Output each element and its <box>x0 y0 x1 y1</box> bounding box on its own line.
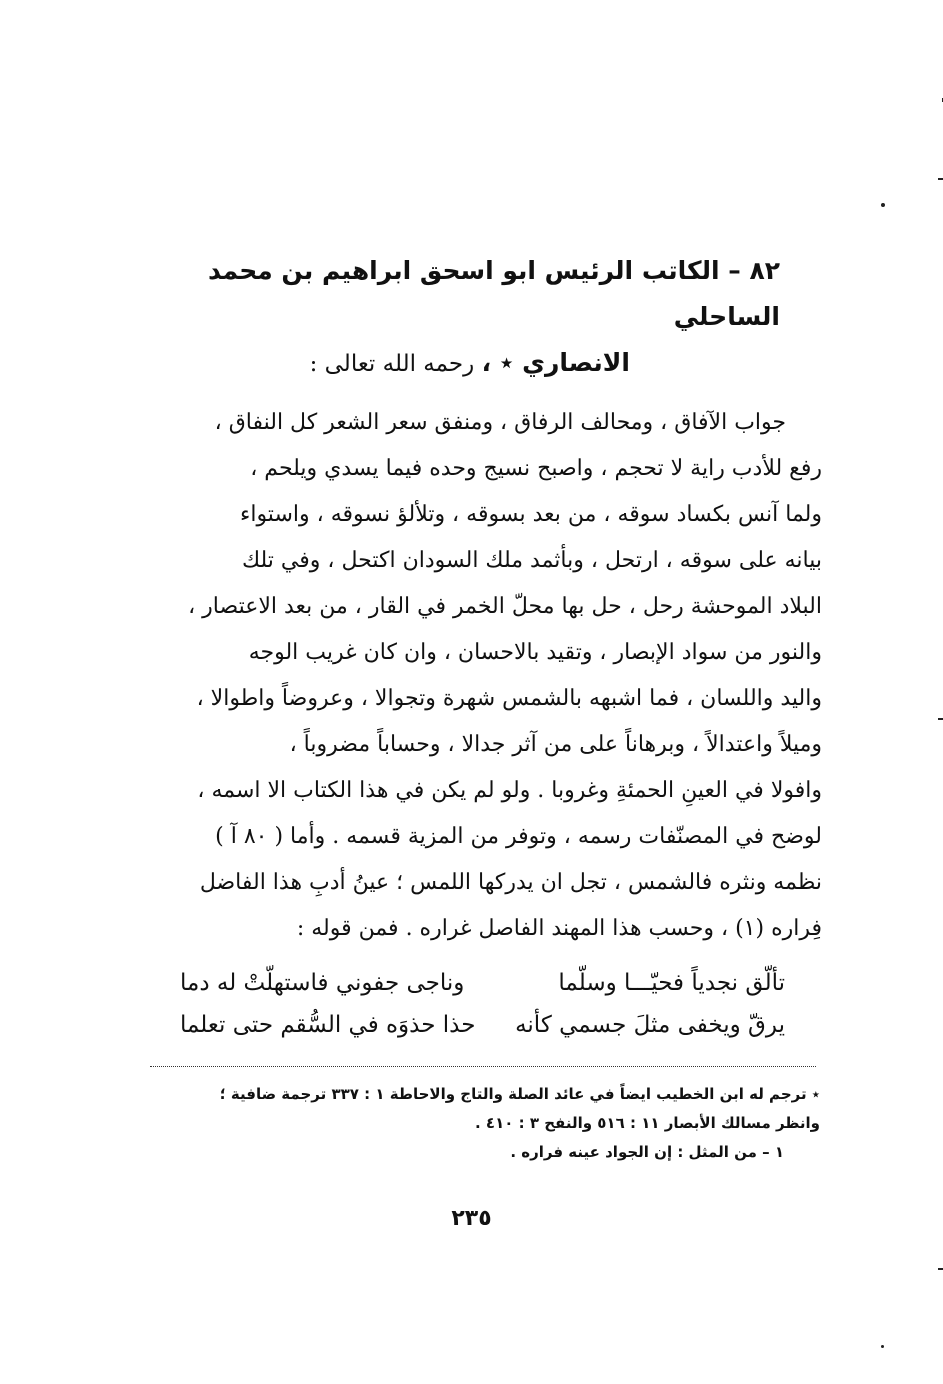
text-line: ولما آنس بكساد سوقه ، من بعد بسوقه ، وتلألؤ نسوقه ، واستواء <box>239 502 822 527</box>
poem-verse <box>180 1004 785 1046</box>
entry-nisba: الانصاري ٭ ، <box>481 348 630 377</box>
entry-invocation: رحمه الله تعالى : <box>309 351 482 377</box>
verse-second-hemistich: وناجى جفوني فاستهلّتْ له دما <box>180 970 465 996</box>
scan-mark <box>881 1345 884 1348</box>
main-text <box>150 400 822 952</box>
footnote-divider <box>150 1066 816 1067</box>
verse-first-hemistich: يرقّ ويخفى مثلَ جسمي كأنه <box>515 1012 785 1038</box>
poem-verse <box>180 962 785 1004</box>
footnote-line: وانظر مسالك الأبصار ١١ : ٥١٦ والنفح ٣ : ٤١٠ . <box>475 1114 820 1132</box>
verse-second-hemistich: حذا حذوَه في السُّقم حتى تعلما <box>180 1012 476 1038</box>
footnote-line: ١ – من المثل : إن الجواد عينه فراره . <box>510 1143 784 1161</box>
text-line: فِراره (١) ، وحسب هذا المهند الفاصل غراره . فمن قوله : <box>296 916 822 941</box>
scan-mark <box>938 1268 943 1270</box>
scan-mark <box>938 718 943 720</box>
entry-title-continued <box>160 340 780 387</box>
entry-title: ٨٢ – الكاتب الرئيس ابو اسحق ابراهيم بن محمد الساحلي <box>208 256 780 331</box>
scan-mark <box>881 203 885 207</box>
poem <box>180 962 785 1046</box>
text-line: والنور من سواد الإبصار ، وتقيد بالاحسان ، وان كان غريب الوجه <box>248 640 822 665</box>
text-line: وميلاً واعتدالاً ، وبرهاناً على من آثر جدالا ، وحساباً مضروباً ، <box>289 732 822 757</box>
scan-mark <box>938 178 943 180</box>
footnotes <box>150 1080 820 1167</box>
text-line: رفع للأدب راية لا تحجم ، واصبح نسيج وحده فيما يسدي ويلحم ، <box>250 456 822 481</box>
text-line: البلاد الموحشة رحل ، حل بها محلّ الخمر في القار ، من بعد الاعتصار ، <box>188 594 822 619</box>
text-line: واليد واللسان ، فما اشبهه بالشمس شهرة وتجوالا ، وعروضاً واطوالا ، <box>196 686 822 711</box>
text-line: جواب الآفاق ، ومحالف الرفاق ، ومنفق سعر الشعر كل النفاق ، <box>214 410 786 435</box>
text-line: وافولا في العينِ الحمئةِ وغروبا . ولو لم يكن في هذا الكتاب الا اسمه ، <box>197 778 822 803</box>
verse-first-hemistich: تألّق نجدياً فحيّـــا وسلّما <box>558 970 785 996</box>
footnote-line: ٭ ترجم له ابن الخطيب ايضاً في عائد الصلة والتاج والاحاطة ١ : ٣٣٧ ترجمة ضافية ؛ <box>219 1085 820 1103</box>
text-line: نظمه ونثره فالشمس ، تجل ان يدركها اللمس ؛ عينُ أدبِ هذا الفاضل <box>199 870 822 895</box>
entry-heading <box>160 248 780 387</box>
text-line: لوضح في المصنّفات رسمه ، وتوفر من المزية قسمه . وأما ( ٨٠ آ ) <box>215 824 822 849</box>
text-line: بيانه على سوقه ، ارتحل ، وبأثمد ملك السودان اكتحل ، وفي تلك <box>241 548 822 573</box>
page-number: ٢٣٥ <box>451 1206 492 1231</box>
